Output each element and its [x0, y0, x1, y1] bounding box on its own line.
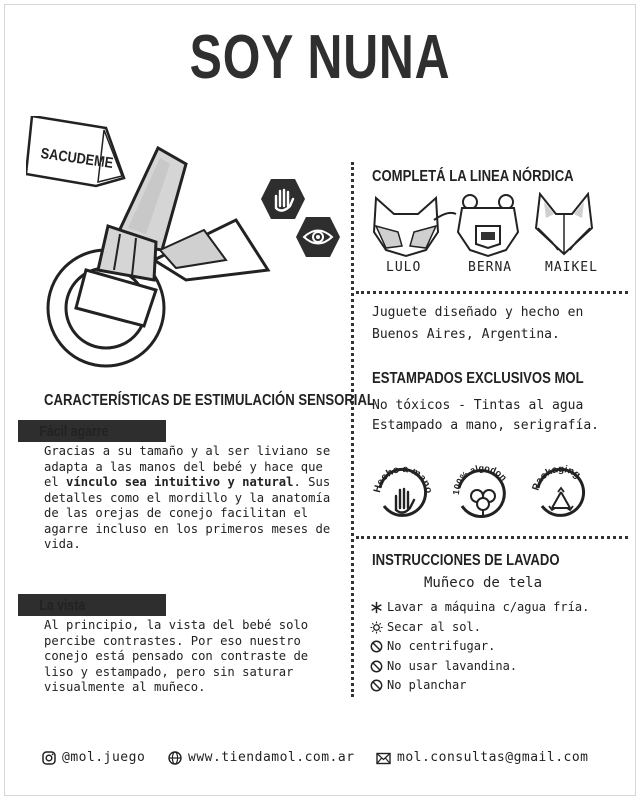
globe-icon — [168, 751, 182, 765]
instagram-contact[interactable] — [42, 748, 145, 768]
bunny-toy-illustration — [36, 130, 286, 370]
made-in-text: Juguete diseñado y hecho en Buenos Aires, Argentina. — [372, 305, 584, 342]
envelope-icon — [376, 752, 391, 765]
packaging-badge-icon — [528, 462, 594, 528]
wash-item: No usar lavandina. — [370, 657, 634, 677]
wash-item: Lavar a máquina c/agua fría. — [370, 598, 634, 618]
prohibited-icon — [370, 679, 384, 692]
grip-text: Gracias a su tamaño y al ser liviano se adapta a las manos del bebé y hace que el vínculo sea intuitivo y natural. Sus detalles como el mordillo y la anatomía de las orejas de conejo facilitan el agarre incluso en los primeros meses de vida. — [44, 444, 331, 551]
prohibited-icon — [370, 640, 384, 653]
wash-instructions-list — [370, 598, 634, 696]
berna-label: BERNA — [468, 260, 513, 275]
stamps-text — [372, 396, 634, 436]
svg-text:Packaging — [531, 464, 583, 492]
wash-item: Secar al sol. — [370, 618, 634, 638]
grip-label-bar — [18, 420, 166, 442]
vertical-divider — [351, 162, 354, 697]
tag-label: SACUDEME — [39, 145, 115, 172]
page-title: SOY NUNA — [189, 23, 451, 92]
instagram-icon — [42, 751, 56, 765]
stamps-line-1: No tóxicos - Tintas al agua — [372, 398, 584, 413]
maikel-label: MAIKEL — [545, 260, 598, 275]
nordic-line-title: COMPLETÁ LA LINEA NÓRDICA — [372, 168, 574, 185]
instagram-handle: @mol.juego — [62, 750, 146, 765]
handmade-badge-icon — [370, 462, 436, 528]
prohibited-icon — [370, 660, 384, 673]
lulo-label: LULO — [386, 260, 422, 275]
stamps-title: ESTAMPADOS EXCLUSIVOS MOL — [372, 370, 584, 387]
sun-icon — [370, 621, 384, 634]
cotton-badge-icon — [450, 462, 516, 528]
hand-hexagon-icon — [260, 178, 306, 220]
wash-title: INSTRUCCIONES DE LAVADO — [372, 552, 560, 569]
handmade-badge-label: Hecho a mano — [372, 463, 435, 495]
stamps-line-2: Estampado a mano, serigrafía. — [372, 418, 599, 433]
email-link[interactable] — [376, 748, 589, 768]
grip-highlight: vínculo sea intuitivo y natural — [66, 475, 294, 489]
packaging-badge-label: Packaging — [530, 463, 583, 492]
website-link[interactable] — [168, 748, 355, 768]
sight-label: La vista — [39, 596, 86, 614]
stimulation-title: CARACTERÍSTICAS DE ESTIMULACIÓN SENSORIAL — [44, 392, 375, 409]
footer — [0, 748, 640, 772]
wash-item: No planchar — [370, 676, 634, 696]
berna-face-icon — [458, 195, 518, 256]
maikel-face-icon — [536, 194, 592, 254]
grip-label: Fácil agarre — [39, 422, 109, 440]
snowflake-icon — [370, 601, 384, 614]
wash-subtitle: Muñeco de tela — [424, 575, 543, 591]
lulo-face-icon — [374, 198, 456, 256]
sight-label-bar — [18, 594, 166, 616]
email-address: mol.consultas@gmail.com — [397, 750, 589, 765]
website-url: www.tiendamol.com.ar — [188, 750, 355, 765]
divider-2 — [356, 536, 628, 539]
wash-item: No centrifugar. — [370, 637, 634, 657]
sight-text: Al principio, la vista del bebé solo percibe contrastes. Por eso nuestro conejo está pensado con contraste de liso y estampado, pero sin saturar visualmente al muñeco. — [44, 618, 309, 694]
divider-1 — [356, 291, 628, 294]
eye-hexagon-icon — [295, 216, 341, 258]
cotton-badge-label: 100% algodon — [450, 462, 509, 496]
